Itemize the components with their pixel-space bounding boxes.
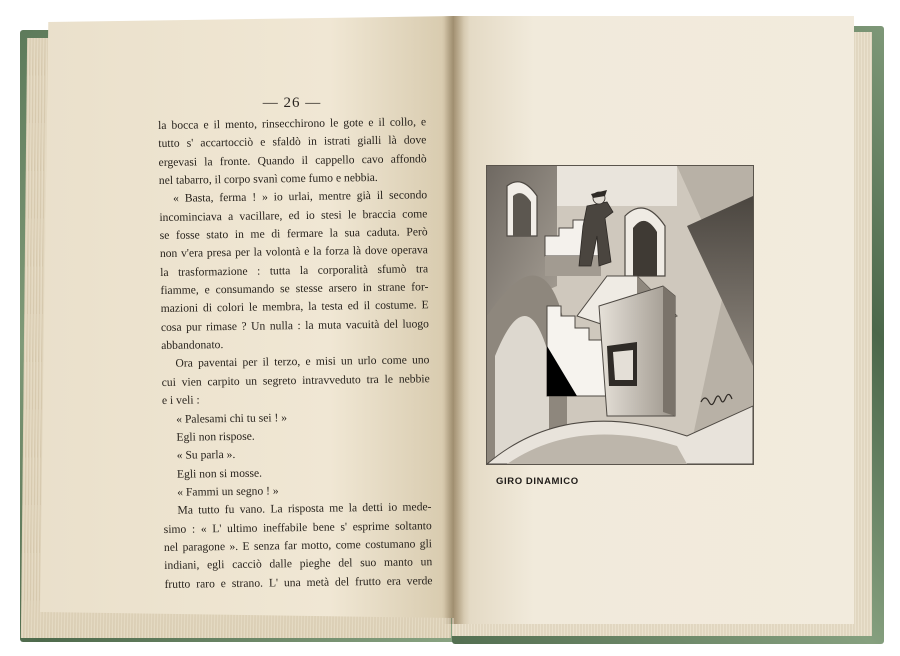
text-line: mazioni di colori le membra, la testa ed il costume. E: [160, 298, 429, 316]
text-line: la bocca e il mento, rinsecchirono le gote e il collo, e: [158, 115, 427, 132]
text-line: Egli non rispose.: [176, 429, 255, 444]
text-line: « Su parla ».: [176, 448, 236, 462]
text-line: simo : « L' ultimo ineffabile bene s' esprime soltanto: [163, 518, 432, 536]
text-line: se fosse stato in me di fermare la sua caduta. Però: [159, 225, 428, 243]
text-line: fiamme, e consumando se stesse arsero in strane for-: [160, 280, 429, 298]
text-line: nel tabarro, il corpo svanì come fumo e nebbia.: [158, 170, 378, 188]
text-line: e i veli :: [161, 393, 200, 408]
text-line: « Basta, ferma ! » io urlai, mentre già il secondo: [173, 188, 428, 206]
text-line: Ma tutto fu vano. La risposta me la detti io mede-: [177, 500, 432, 517]
text-line: incominciava a vacillare, ed io stesi le braccia come: [159, 206, 428, 224]
text-line: « Palesami chi tu sei ! »: [176, 410, 288, 426]
text-line: cosa pur rimase ? Un nulla : la muta vacuità del luogo: [160, 317, 430, 334]
text-line: Egli non si mosse.: [176, 466, 263, 481]
text-line: indiani, egli cacciò dalle pieghe del suo manto un: [164, 555, 433, 573]
text-line: « Fammi un segno ! »: [177, 484, 279, 499]
illustration-giro-dinamico: [486, 165, 754, 465]
illustration-caption: GIRO DINAMICO: [496, 476, 579, 487]
text-line: frutto raro e strano. L' una metà del frutto era verde: [164, 573, 433, 591]
book-gutter: [444, 16, 464, 624]
text-line: nel paragone ». E senza far motto, come costumano gli: [163, 537, 433, 554]
text-line: tutto s' accartocciò e sfaldò in istrati gialli là dove: [158, 133, 427, 151]
text-line: Ora paventai per il terzo, e misi un urlo come uno: [175, 353, 430, 371]
text-line: ergevasi la fronte. Quando il cappello cavo affondò: [158, 151, 427, 169]
text-line: la trasformazione : tutta la corporalità sfumò tra: [160, 261, 429, 279]
page-number: — 26 —: [262, 95, 322, 111]
text-line: non v'era presa per la volontà e la forza là dove operava: [159, 243, 428, 261]
text-line: abbandonato.: [161, 338, 224, 353]
text-line: cui vien carpito un segreto intravveduto tra le nebbie: [161, 372, 430, 389]
body-text: [158, 113, 433, 594]
